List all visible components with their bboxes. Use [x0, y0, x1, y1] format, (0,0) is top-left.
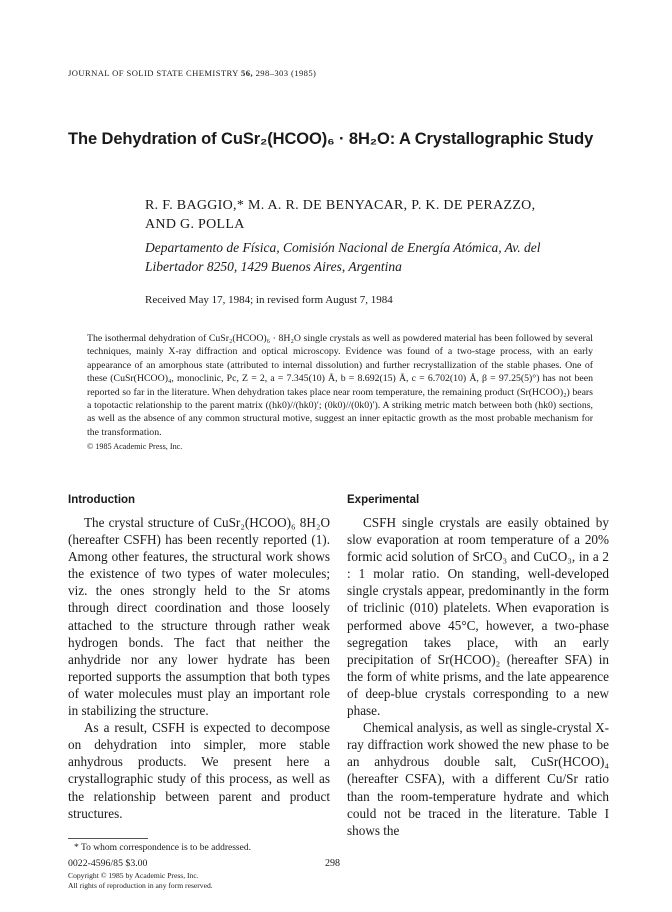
experimental-heading: Experimental: [347, 494, 420, 506]
journal-volume: 56,: [241, 68, 253, 78]
footnote-rule: [68, 838, 148, 839]
correspondence-footnote: * To whom correspondence is to be addressed.: [74, 843, 251, 853]
authors: [145, 196, 585, 234]
paper-title: The Dehydration of CuSr₂(HCOO)₆ · 8H₂O: A Crystallographic Study: [68, 130, 594, 148]
copyright-notice: [68, 871, 213, 891]
copyright-line-1: Copyright © 1985 by Academic Press, Inc.: [68, 871, 199, 880]
received-dates: Received May 17, 1984; in revised form August 7, 1984: [145, 294, 393, 306]
journal-pages: 298–303 (1985): [255, 68, 317, 78]
experimental-body: [347, 514, 609, 839]
introduction-paragraph-2: As a result, CSFH is expected to decompose on dehydration into simpler, more stable anhydrous products. We present here a crystallographic study of this process, as well as the relationship between parent and product structures.: [68, 720, 330, 821]
article-code: 0022-4596/85 $3.00: [68, 858, 148, 869]
copyright-line-2: All rights of reproduction in any form reserved.: [68, 881, 213, 890]
introduction-heading: Introduction: [68, 494, 136, 506]
abstract-text: The isothermal dehydration of CuSr₂(HCOO)₆ · 8H₂O single crystals as well as powdered material has been followed by several techniques, mainly X-ray diffraction and optical microscopy. Evidence was found of a two-stage process, with an early appearance of an amorphous state (attributed to internal dissolution) and further recrystallization of the stable phases. One of these (CuSr(HCOO)₄, monoclinic, Pc, Z = 2, a = 7.345(10) Å, b = 8.692(15) Å, c = 6.702(10) Å, β = 97.25(5)°) has not been reported so far in the literature. When dehydration takes place near room temperature, the remaining product (Sr(HCOO)₂) bears a topotactic relationship to the parent matrix ((hk0)//(hk0)′; (0k0)//(0k0)′). A striking metric match between both (hk0) sections, as well as the absence of any common structural motive, suggest an inner epitactic growth as the most probable mechanism for the transformation.: [87, 333, 593, 438]
affiliation-line-2: Libertador 8250, 1429 Buenos Aires, Argentina: [145, 259, 402, 274]
experimental-paragraph-1: CSFH single crystals are easily obtained by slow evaporation at room temperature of a 20% formic acid solution of SrCO₃ and CuCO₃, in a 2 : 1 molar ratio. On standing, well-developed single crystals appear, predominantly in the form of triclinic (010) platelets. When evaporation is performed above 45°C, however, a two-phase segregation takes place, with an early precipitation of Sr(HCOO)₂ (hereafter SFA) in the form of white prisms, and the late appearence of deep-blue crystals corresponding to a new phase.: [347, 515, 609, 719]
journal-header: [68, 68, 316, 78]
page-number: 298: [325, 858, 340, 869]
affiliation-line-1: Departamento de Física, Comisión Nacional de Energía Atómica, Av. del: [145, 240, 541, 255]
abstract-copyright: © 1985 Academic Press, Inc.: [87, 442, 183, 452]
introduction-paragraph-1: The crystal structure of CuSr₂(HCOO)₆ 8H₂O (hereafter CSFH) has been recently reported (1). Among other features, the structural work shows the existence of two types of water molecules; viz. the ones strongly held to the Sr atoms through direct coordination and those loosely attached to the structure through rather weak hydrogen bonds. The fact that neither the anhydride nor any lower hydrate has been reported supports the assumption that both types of water molecules must play an important role in stabilizing the structure.: [68, 515, 330, 719]
authors-line-1: R. F. BAGGIO,* M. A. R. DE BENYACAR, P. K. DE PERAZZO,: [145, 198, 536, 213]
affiliation: [145, 238, 595, 276]
experimental-paragraph-2: Chemical analysis, as well as single-crystal X-ray diffraction work showed the new phase to be an anhydrous double salt, CuSr(HCOO)₄ (hereafter CSFA), with a different Cu/Sr ratio than the room-temperature hydrate and which could not be traced in the literature. Table I shows the: [347, 720, 609, 838]
abstract: [87, 332, 593, 454]
introduction-body: [68, 514, 330, 822]
authors-line-2: AND G. POLLA: [145, 217, 245, 232]
journal-name: JOURNAL OF SOLID STATE CHEMISTRY: [68, 68, 239, 78]
